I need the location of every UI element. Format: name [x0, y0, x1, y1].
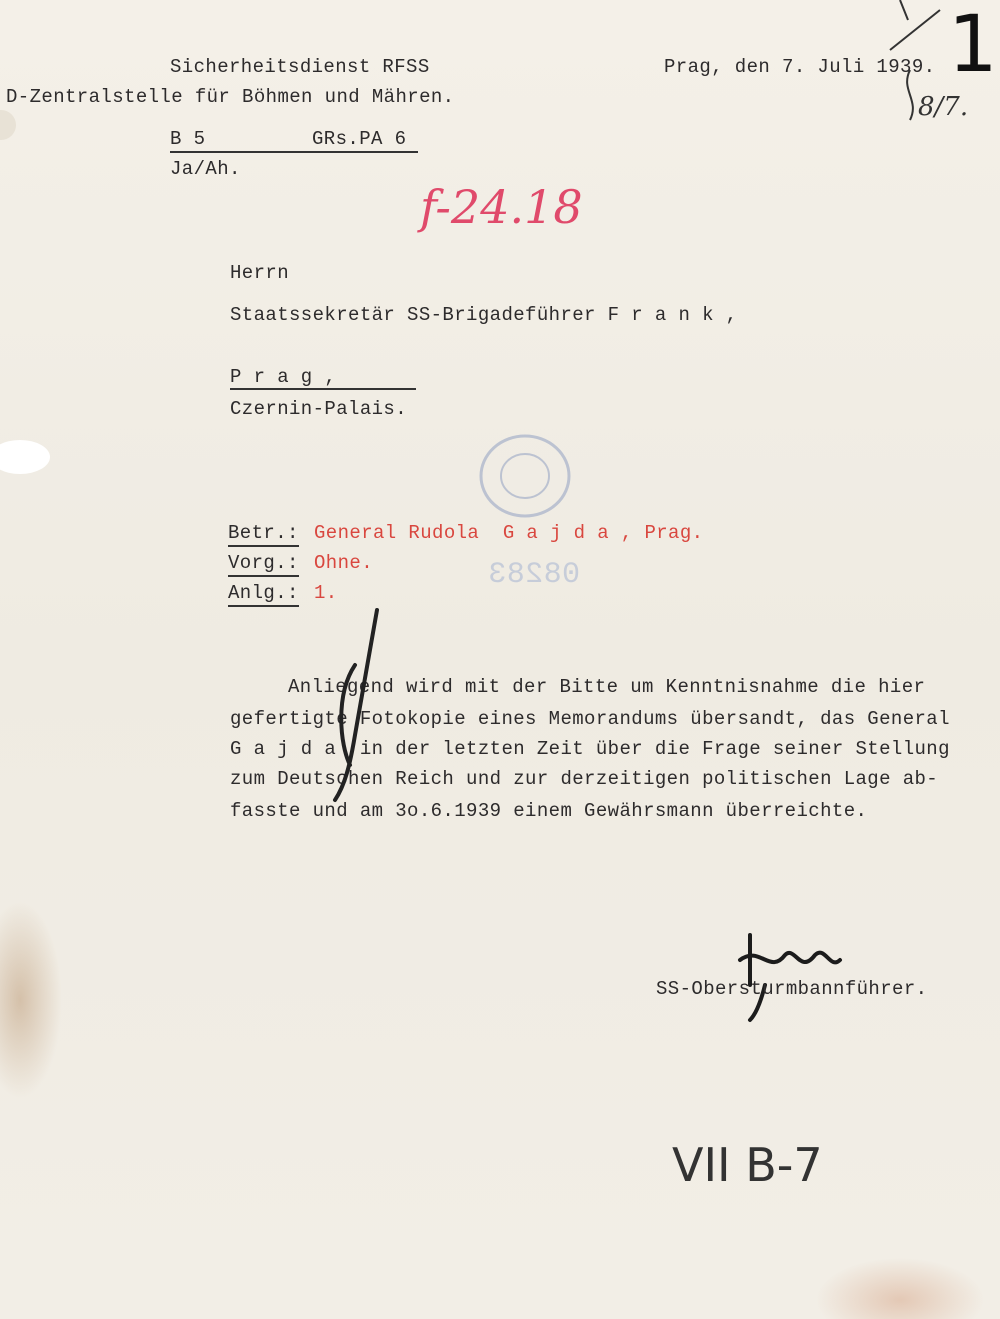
body-line-5: fasste und am 3o.6.1939 einem Gewährsmann überreichte.	[230, 800, 868, 822]
ink-stamp	[470, 428, 580, 528]
stamp-number: 08283	[488, 558, 581, 592]
signature-title: SS-Obersturmbannführer.	[656, 978, 928, 1000]
org-line-2: D-Zentralstelle für Böhmen und Mähren.	[6, 86, 455, 108]
punch-hole	[0, 440, 50, 474]
org-line-1: Sicherheitsdienst RFSS	[170, 56, 430, 78]
body-line-1: Anliegend wird mit der Bitte um Kenntnisnahme die hier	[288, 676, 926, 698]
reference-grs: GRs.PA 6	[312, 128, 406, 153]
recipient: Staatssekretär SS-Brigadeführer F r a n k ,	[230, 304, 738, 326]
city: P r a g ,	[230, 366, 337, 388]
torn-edge	[0, 110, 16, 140]
betr-label: Betr.:	[228, 522, 299, 547]
page-number: 1	[948, 0, 998, 90]
reference-b: B 5	[170, 128, 205, 153]
corner-note: 8/7.	[918, 92, 969, 122]
pencil-mark	[315, 605, 395, 805]
body-line-3: G a j d a in der letzten Zeit über die Frage seiner Stellung	[230, 738, 950, 760]
signature-mark	[730, 915, 850, 1025]
date-line: Prag, den 7. Juli 1939.	[664, 56, 936, 78]
red-pencil-note: f-24.18	[420, 180, 583, 234]
city-underline	[230, 388, 416, 390]
reference-underline	[170, 151, 418, 153]
corner-scribble	[870, 0, 960, 130]
anlg-value: 1.	[314, 582, 338, 604]
anlg-label: Anlg.:	[228, 582, 299, 607]
vorg-label: Vorg.:	[228, 552, 299, 577]
body-line-2: gefertigte Fotokopie eines Memorandums übersandt, das General	[230, 708, 950, 730]
vorg-value: Ohne.	[314, 552, 374, 574]
building: Czernin-Palais.	[230, 398, 408, 420]
reference-initials: Ja/Ah.	[170, 158, 241, 180]
salutation: Herrn	[230, 262, 290, 284]
body-line-4: zum Deutschen Reich und zur derzeitigen politischen Lage ab-	[230, 768, 939, 790]
betr-value: General Rudola G a j d a , Prag.	[314, 522, 704, 544]
bottom-note: VII B-7	[672, 1138, 823, 1192]
